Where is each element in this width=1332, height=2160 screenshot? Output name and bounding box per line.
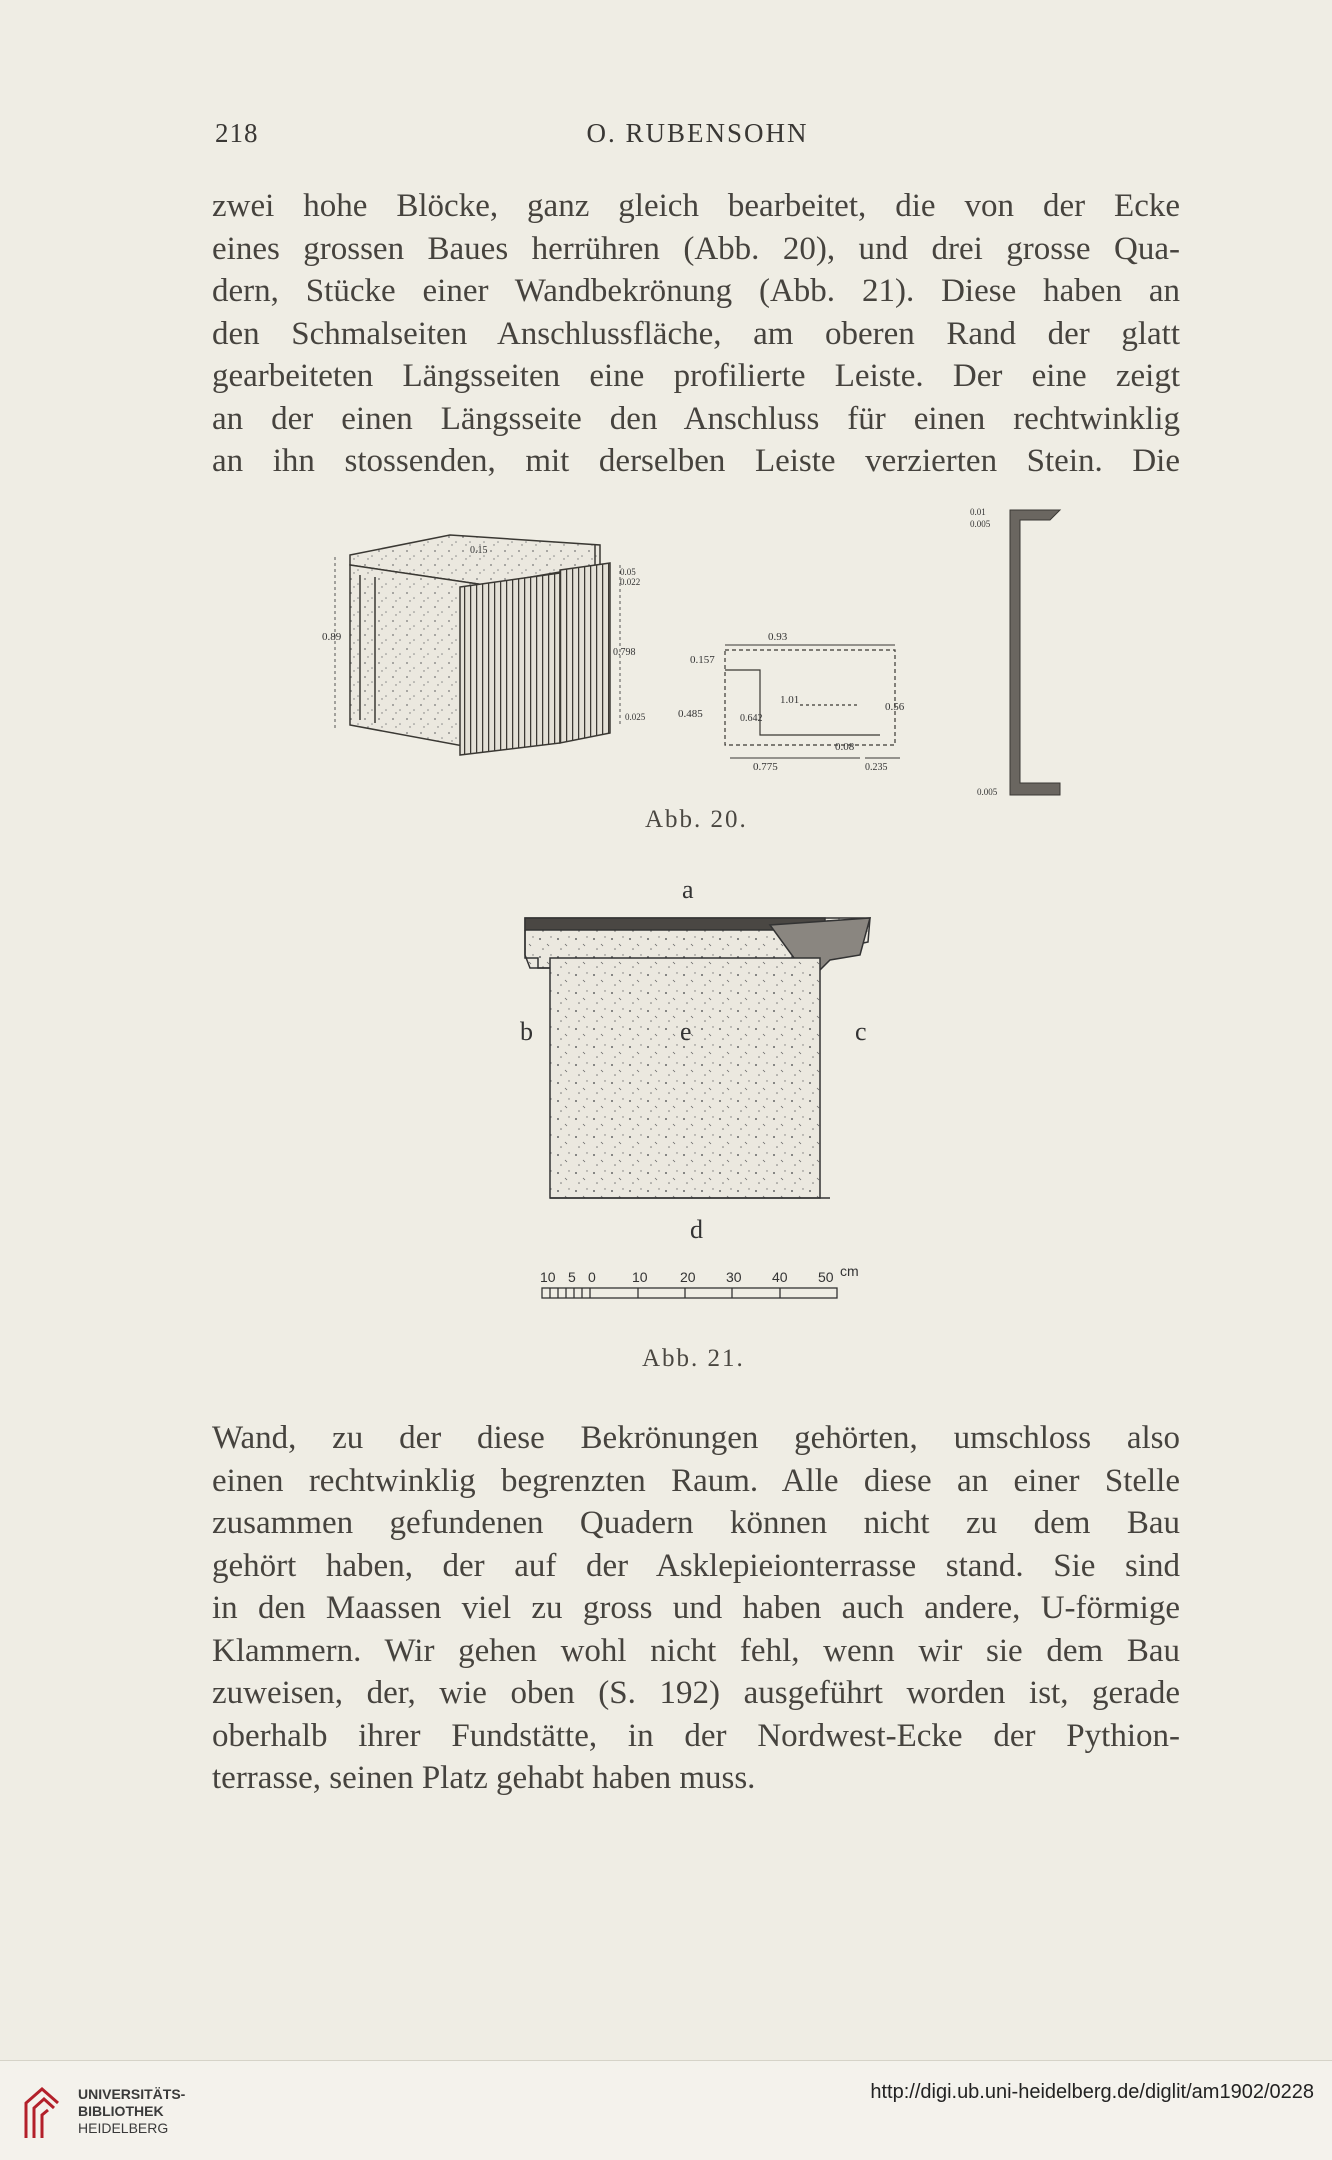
- text-line: dern, Stücke einer Wandbekrönung (Abb. 21). Diese haben an: [212, 273, 1180, 309]
- scale-bar: [530, 1262, 890, 1322]
- dim-label: 0.05: [620, 567, 636, 577]
- library-line: UNIVERSITÄTS-: [78, 2086, 186, 2102]
- library-line: BIBLIOTHEK: [78, 2103, 164, 2119]
- library-line: HEIDELBERG: [78, 2120, 169, 2136]
- dim-label: 1.01: [780, 694, 800, 706]
- scale-tick: 10: [632, 1269, 648, 1285]
- scale-tick: 40: [772, 1269, 788, 1285]
- label-d: d: [690, 1215, 703, 1244]
- text-line: eines grossen Baues herrühren (Abb. 20), und drei grosse Qua-: [212, 230, 1180, 267]
- dim-label: 0.93: [768, 631, 788, 643]
- text-line: Wand, zu der diese Bekrönungen gehörten, umschloss also: [212, 1420, 1180, 1456]
- figure-21-caption: Abb. 21.: [642, 1345, 745, 1372]
- scale-unit: cm: [840, 1263, 859, 1279]
- dim-label: 0.01: [970, 507, 986, 517]
- label-e: e: [680, 1017, 692, 1046]
- dim-label: 0.15: [470, 545, 488, 556]
- label-a: a: [682, 880, 694, 904]
- dim-label: 0.89: [322, 631, 342, 643]
- text-line: Klammern. Wir gehen wohl nicht fehl, wenn wir sie dem Bau: [212, 1632, 1180, 1669]
- footer-bar: [0, 2060, 1332, 2160]
- scale-tick: 30: [726, 1269, 742, 1285]
- dim-label: 0.022: [620, 577, 641, 587]
- source-url-link[interactable]: http://digi.ub.uni-heidelberg.de/diglit/am1902/0228: [870, 2081, 1314, 2103]
- dim-label: 0.005: [977, 787, 998, 797]
- library-logo-icon: [18, 2083, 66, 2141]
- figure-20-drawing: [320, 505, 1070, 805]
- text-line: gearbeiteten Längsseiten eine profilierte Leiste. Der eine zeigt: [212, 358, 1180, 394]
- dim-label: 0.642: [740, 713, 763, 724]
- text-line: terrasse, seinen Platz gehabt haben muss.: [212, 1760, 756, 1796]
- dim-label: 0.235: [865, 762, 888, 773]
- label-b: b: [520, 1017, 533, 1046]
- paragraph-2: [212, 1417, 1180, 1800]
- text-line: zusammen gefundenen Quadern können nicht zu dem Bau: [212, 1505, 1180, 1541]
- running-head: O. RUBENSOHN: [586, 118, 809, 148]
- cornice-section: [525, 918, 870, 1198]
- text-line: oberhalb ihrer Fundstätte, in der Nordwest-Ecke der Pythion-: [212, 1717, 1180, 1754]
- text-line: in den Maassen viel zu gross und haben auch andere, U-förmige: [212, 1590, 1180, 1626]
- text-line: zwei hohe Blöcke, ganz gleich bearbeitet, die von der Ecke: [212, 188, 1180, 224]
- label-c: c: [855, 1017, 867, 1046]
- paragraph-1: [212, 185, 1180, 483]
- dim-label: 0.798: [613, 647, 636, 658]
- scale-tick: 0: [588, 1269, 596, 1285]
- scale-tick: 10: [540, 1269, 556, 1285]
- dim-label: 0.08: [835, 741, 855, 753]
- plan-view: [725, 645, 900, 758]
- library-name: [78, 2086, 185, 2137]
- figure-20-caption: Abb. 20.: [645, 806, 748, 833]
- scale-tick: 5: [568, 1269, 576, 1285]
- dim-label: 0.775: [753, 761, 778, 773]
- clamp-profile: [1010, 510, 1060, 795]
- page-number: 218: [215, 118, 259, 148]
- scale-tick: 50: [818, 1269, 834, 1285]
- dim-label: 0.005: [970, 519, 991, 529]
- text-line: zuweisen, der, wie oben (S. 192) ausgeführt worden ist, gerade: [212, 1675, 1180, 1711]
- running-header: [215, 118, 1180, 158]
- text-line: den Schmalseiten Anschlussfläche, am oberen Rand der glatt: [212, 315, 1180, 352]
- dim-label: 0.485: [678, 708, 703, 720]
- figure-21-drawing: [500, 880, 900, 1320]
- dim-label: 0.025: [625, 712, 646, 722]
- corner-block: [350, 535, 610, 755]
- text-line: an ihn stossenden, mit derselben Leiste verzierten Stein. Die: [212, 443, 1180, 479]
- scale-tick: 20: [680, 1269, 696, 1285]
- text-line: gehört haben, der auf der Asklepieionterrasse stand. Sie sind: [212, 1547, 1180, 1584]
- text-line: einen rechtwinklig begrenzten Raum. Alle diese an einer Stelle: [212, 1462, 1180, 1499]
- text-line: an der einen Längsseite den Anschluss für einen rechtwinklig: [212, 400, 1180, 437]
- dim-label: 0.157: [690, 654, 715, 666]
- dim-label: 0.56: [885, 701, 905, 713]
